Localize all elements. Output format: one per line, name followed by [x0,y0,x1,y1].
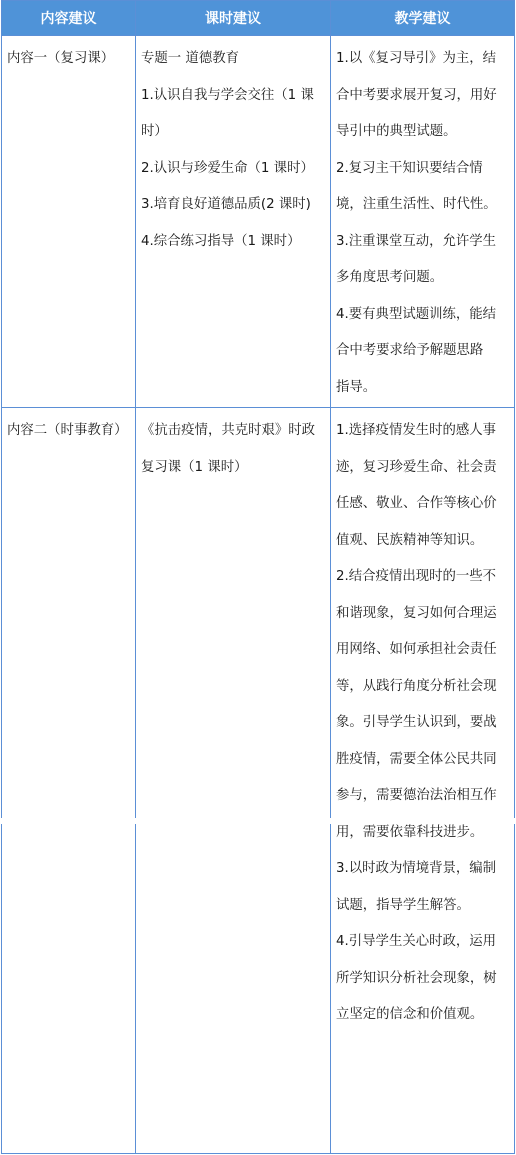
advice-line: 和谐现象，复习如何合理运 [336,605,497,621]
advice-line: 2.复习主干知识要结合情 [336,160,483,176]
header-content: 内容建议 [2,1,136,36]
advice-line: 所学知识分析社会现象，树 [336,970,497,986]
period-line: 1.认识自我与学会交往（1 课 [141,87,314,103]
period-line: 专题一 道德教育 [141,51,239,66]
content-label: 内容二（时事教育） [7,423,128,438]
advice-line: 值观、民族精神等知识。 [336,532,484,548]
advice-line: 2.结合疫情出现时的一些不 [336,569,497,584]
advice-line: 试题，指导学生解答。 [336,897,470,913]
advice-line: 4.引导学生关心时政，运用 [336,934,497,949]
period-line: 复习课（1 课时） [141,459,248,475]
advice-paragraph [336,297,510,407]
advice-line: 合中考要求给予解题思路 [336,343,484,358]
advice-paragraph [336,151,510,224]
content-cell [2,408,136,1154]
advice-cell [331,36,515,408]
advice-line: 导引中的典型试题。 [336,124,457,139]
advice-paragraph [336,224,510,297]
advice-cell [331,408,515,1154]
advice-line: 任感、敬业、合作等核心价 [336,496,497,511]
advice-line: 1.选择疫情发生时的感人事 [336,423,497,438]
advice-line: 多角度思考问题。 [336,270,444,285]
periods-cell [136,36,331,408]
advice-line: 用，需要依靠科技进步。 [336,824,484,840]
page-break-gap [0,818,516,824]
header-periods: 课时建议 [136,1,331,36]
advice-line: 3.以时政为情境背景，编制 [336,861,497,876]
table-row [2,36,515,408]
advice-paragraph [336,924,510,1034]
period-line: 2.认识与珍爱生命（1 课时） [141,160,314,176]
period-line: 3.培育良好道德品质(2 课时) [141,197,311,212]
header-advice: 教学建议 [331,1,515,36]
advice-line: 胜疫情，需要全体公民共同 [336,751,497,767]
period-line: 4.综合练习指导（1 课时） [141,233,301,249]
advice-paragraph [336,559,510,851]
advice-line: 立坚定的信念和价值观。 [336,1007,484,1022]
table-row [2,408,515,1154]
period-line: 《抗击疫情，共克时艰》时政 [141,423,316,438]
period-line: 时） [141,124,168,139]
advice-line: 等，从践行角度分析社会现 [336,678,497,694]
advice-line: 迹，复习珍爱生命、社会责 [336,459,497,475]
periods-cell [136,408,331,1154]
advice-line: 1.以《复习导引》为主，结 [336,51,497,66]
advice-paragraph [336,413,510,559]
advice-line: 合中考要求展开复习，用好 [336,87,497,103]
advice-line: 参与，需要德治法治相互作 [336,788,497,803]
content-label: 内容一（复习课） [7,51,115,66]
teaching-plan-table [1,0,515,1154]
advice-line: 指导。 [336,379,377,395]
advice-line: 象。引导学生认识到，要战 [336,715,497,730]
advice-line: 境，注重生活性、时代性。 [336,197,497,212]
advice-line: 3.注重课堂互动，允许学生 [336,233,497,249]
advice-paragraph [336,851,510,924]
advice-line: 用网络、如何承担社会责任 [336,642,497,657]
table-header-row [2,1,515,36]
advice-paragraph [336,41,510,151]
advice-line: 4.要有典型试题训练，能结 [336,306,497,322]
content-cell [2,36,136,408]
